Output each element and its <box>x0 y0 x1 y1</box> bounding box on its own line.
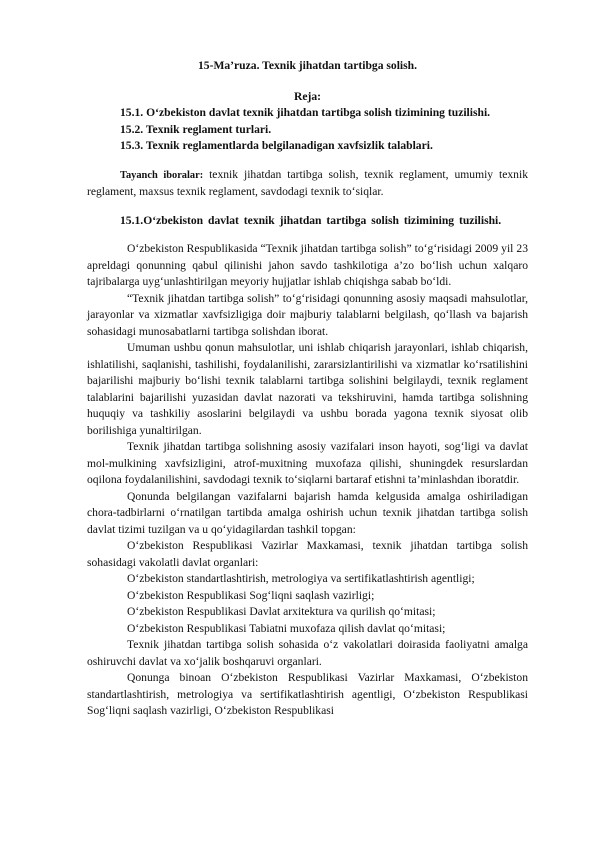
body-paragraph-5: Qonunda belgilangan vazifalarni bajarish hamda kelgusida amalga oshiriladigan chora-tadbirlarni o‘rnatilgan tartibda amalga oshirish uchun texnik jihatdan tartibga solish davlat tizimi tuzilgan va u qo‘yidagilardan tashkil topgan: <box>87 489 528 536</box>
keywords-text: texnik jihatdan tartibga solish, texnik reglament, umumiy texnik reglament, maxsus texnik reglament, savdodagi texnik to‘siqlar. <box>87 167 528 198</box>
list-item-3: O‘zbekiston Respublikasi Davlat arxitektura va qurilish qo‘mitasi; <box>127 605 436 618</box>
closing-paragraph-1: Texnik jihatdan tartibga solish sohasida o‘z vakolatlari doirasida faoliyatni amalga oshiruvchi davlat va xo‘jalik boshqaruvi organlari. <box>87 638 528 668</box>
keywords-paragraph <box>87 167 528 201</box>
list-item-1: O‘zbekiston standartlashtirish, metrologiya va sertifikatlashtirish agentligi; <box>127 572 475 585</box>
closing-paragraph-2: Qonunga binoan O‘zbekiston Respublikasi Vazirlar Maxkamasi, O‘zbekiston standartlashtirish, metrologiya va sertifikatlashtirish agentligi, O‘zbekiston Respublikasi Sog‘liqni saqlash vazirligi, O‘zbekiston Respublikasi <box>87 671 528 717</box>
plan-item-2: 15.2. Texnik reglament turlari. <box>120 122 272 136</box>
section-heading: 15.1.O‘zbekiston davlat texnik jihatdan tartibga solish tizimining tuzilishi. <box>120 213 502 227</box>
body-paragraph-3: Umuman ushbu qonun mahsulotlar, uni ishlab chiqarish jarayonlari, ishlab chiqarish, ishlatilishi, saqlanishi, tashilishi, foydalanilishi, zararsizlantirilishi va xizmatlar ko‘rsatilishini bajarilishi majburiy bo‘lishi texnik talablarni tartibga solishini belgilaydi, texnik reglament talablarini bajarilishi yuzasidan davlat nazorati va tekshiruvini, hamda tartibga solishning huquqiy va tashkiliy asoslarini belgilaydi va ushbu borada yagona texnik siyosat olib borilishiga yunaltirilgan. <box>87 341 528 437</box>
list-item-2: O‘zbekiston Respublikasi Sog‘liqni saqlash vazirligi; <box>127 588 375 602</box>
plan-item-1: 15.1. O‘zbekiston davlat texnik jihatdan tartibga solish tizimining tuzilishi. <box>120 106 491 119</box>
keywords-label: Tayanch iboralar: <box>120 169 204 181</box>
plan-item-3: 15.3. Texnik reglamentlarda belgilanadigan xavfsizlik talablari. <box>120 139 433 152</box>
body-paragraph-4: Texnik jihatdan tartibga solishning asosiy vazifalari inson hayoti, sog‘ligi va davlat mol-mulkining xavfsizligini, atrof-muxitning muxofaza qilishi, shuningdek resurslardan oqilona foydalanilishini, savdodagi texnik to‘siqlarni bartaraf etishni ta’minlashdan iboratdir. <box>87 440 528 486</box>
body-paragraph-6: O‘zbekiston Respublikasi Vazirlar Maxkamasi, texnik jihatdan tartibga solish sohasidagi vakolatli davlat organlari: <box>87 539 528 569</box>
plan-heading: Reja: <box>293 89 322 103</box>
body-paragraph-2: “Texnik jihatdan tartibga solish” to‘g‘risidagi qonunning asosiy maqsadi mahsulotlar, jarayonlar va xizmatlar xavfsizligiga doir majburiy talablarni belgilash, qo‘llash va bajarish sohasidagi munosabatlarni tartibga solishdan iborat. <box>87 291 528 338</box>
document-page <box>87 58 528 720</box>
lecture-title: 15-Ma’ruza. Texnik jihatdan tartibga solish. <box>197 59 418 72</box>
list-item-4: O‘zbekiston Respublikasi Tabiatni muxofaza qilish davlat qo‘mitasi; <box>127 621 446 635</box>
body-paragraph-1: O‘zbekiston Respublikasida “Texnik jihatdan tartibga solish” to‘g‘risidagi 2009 yil 23 apreldagi qonunning qabul qilinishi jahon savdo tashkilotiga a’zo bo‘lish uchun xalqaro tajribalarga uyg‘unlashtirilgan meyoriy hujjatlar ishlab chiqishga sabab bo‘ldi. <box>87 242 528 288</box>
